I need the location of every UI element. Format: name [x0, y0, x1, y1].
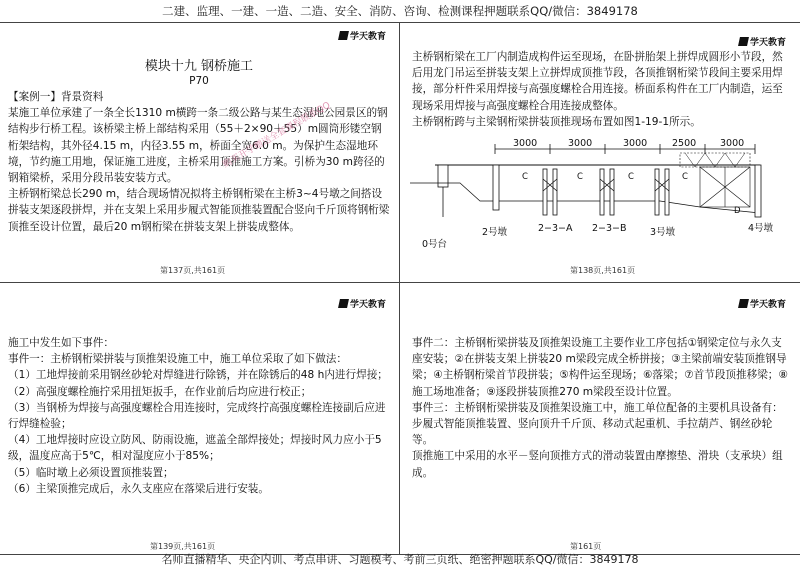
paragraph: 主桥钢桁梁在工厂内制造成构件运至现场，在卧拼胎架上拼焊成圆形小节段，然后用龙门吊运至拼装支架上立拼焊成顶推节段，各顶推钢桁梁节段间主要采用焊接，部分杆件采用焊接与高强度螺栓合用连接。桥面系构件在工厂内制造，运至现场采用焊接与高强度螺栓合用连接成整体。	[412, 51, 783, 112]
c-label: C	[522, 172, 528, 182]
paragraph: 事件二：主桥钢桁梁拼装及顶推架设施工主要作业工序包括①钢梁定位与永久支座安装；②在拼装支架上拼装20 m梁段完成全桥拼接；③主梁前端安装顶推钢导梁；④主桥钢桁梁首节段拼装；⑤构件运至现场；⑥落梁；⑦首节段顶推移梁；⑧施工场地准备；⑨逐段拼装顶推270 m梁段至设计位置。	[412, 337, 788, 398]
pier	[493, 165, 499, 210]
page-number: 第137页,共161页	[160, 266, 226, 275]
span-label: 3000	[720, 138, 745, 149]
pier-label: 2号墩	[482, 227, 508, 238]
page-137	[0, 23, 398, 282]
paragraph: 事件一：主桥钢桁梁拼装与顶推架设施工中，施工单位采取了如下做法：	[8, 353, 347, 366]
page-139	[0, 283, 398, 554]
paragraph: 某施工单位承建了一条全长1310 m横跨一条二级公路与某生态湿地公园景区的钢结构步行桥工程。该桥梁主桥上部结构采用（55＋2×90＋55）m圆筒形镂空钢桁架结构，其外径4.15 m，内径3.55 m，桥面全宽6.0 m。为保护生态湿地环境，节约施工用地，保证施工进度，主桥采用顶推施工方案。引桥为30 m跨径的钢箱梁桥，采用分段吊装安装方式。	[8, 107, 388, 185]
paragraph: 顶推施工中采用的水平－竖向顶推方式的滑动装置由摩擦垫、滑块（支承块）组成。	[412, 450, 783, 479]
paragraph: （1）工地焊接前采用钢丝砂轮对焊缝进行除锈，并在除锈后的48 h内进行焊接；	[8, 369, 388, 382]
page-140	[400, 283, 798, 554]
c-label: C	[628, 172, 634, 182]
case-heading: 【案例一】背景资料	[8, 91, 104, 103]
top-banner: 二建、监理、一建、一造、二造、安全、消防、咨询、检测课程押题联系QQ/微信：3849178	[162, 4, 638, 18]
brand-logo: 学天教育	[739, 35, 786, 48]
paragraph: （5）临时墩上必须设置顶推装置；	[8, 466, 174, 479]
pier-label: 2−3−B	[592, 223, 627, 234]
brand-logo: 学天教育	[739, 297, 786, 310]
c-label: C	[577, 172, 583, 182]
watermark: 购买开学赠送全套课程联系QQ	[221, 100, 333, 171]
paragraph: 主桥钢桁跨与主梁钢桁梁拼装顶推现场布置如图1-19-1所示。	[412, 115, 701, 128]
logo-icon	[338, 299, 349, 308]
pier	[655, 169, 669, 215]
page-number: 第161页	[570, 542, 602, 551]
paragraph: 主桥钢桁梁总长290 m，结合现场情况拟将主桥钢桁梁在主桥3~4号墩之间搭设拼装支架逐段拼焊，并在支架上采用步履式智能顶推装置配合竖向千斤顶将钢桁梁顶推至设计位置，最后20 m钢桁梁在拼装支架上拼装成整体。	[8, 188, 390, 233]
page-reference: P70	[189, 75, 209, 87]
paragraph: （2）高强度螺栓施拧采用扭矩扳手，在作业前后均应进行校正；	[8, 385, 312, 398]
assembly-support	[700, 167, 750, 207]
pier	[755, 165, 761, 217]
span-label: 3000	[623, 138, 648, 149]
span-label: 3000	[568, 138, 593, 149]
page-138	[400, 23, 798, 282]
logo-icon	[738, 299, 749, 308]
pier-label: 4号墩	[748, 223, 774, 234]
d-label: D	[734, 206, 741, 216]
paragraph: （3）当钢桥为焊接与高强度螺栓合用连接时，完成终拧高强度螺栓连接副后应进行焊缝检验；	[8, 401, 386, 431]
logo-icon	[738, 37, 749, 46]
paragraph: 施工中发生如下事件：	[8, 337, 114, 349]
abutment	[438, 165, 448, 187]
pier-label: 2−3−A	[538, 223, 573, 234]
c-label: C	[682, 172, 688, 182]
span-label: 2500	[672, 138, 697, 149]
pier-label: 0号台	[422, 239, 448, 250]
module-title: 模块十九 钢桥施工	[144, 59, 254, 74]
span-label: 3000	[513, 138, 538, 149]
logo-icon	[338, 31, 349, 40]
paragraph: （6）主梁顶推完成后，永久支座应在落梁后进行安装。	[8, 482, 269, 495]
paragraph: 事件三：主桥钢桁梁拼装及顶推架设施工中，施工单位配备的主要机具设备有：步履式智能顶推装置、竖向顶升千斤顶、移动式起重机、手拉葫芦、钢丝砂轮等。	[412, 401, 783, 447]
brand-logo: 学天教育	[339, 29, 386, 42]
page-number: 第138页,共161页	[570, 266, 636, 275]
paragraph: （4）工地焊接时应设立防风、防雨设施，遮盖全部焊接处；焊接时风力应小于5级，温度应高于5℃，相对湿度应小于85%；	[8, 434, 382, 463]
brand-logo: 学天教育	[339, 297, 386, 310]
bottom-banner: 名师直播精华、央企内训、考点串讲、习题模考、考前三页纸、绝密押题联系QQ/微信：3849178	[161, 553, 639, 566]
ground-line	[410, 183, 760, 213]
construction-diagram	[400, 135, 798, 255]
page-number: 第139页,共161页	[150, 542, 216, 551]
pier-label: 3号墩	[650, 227, 676, 238]
